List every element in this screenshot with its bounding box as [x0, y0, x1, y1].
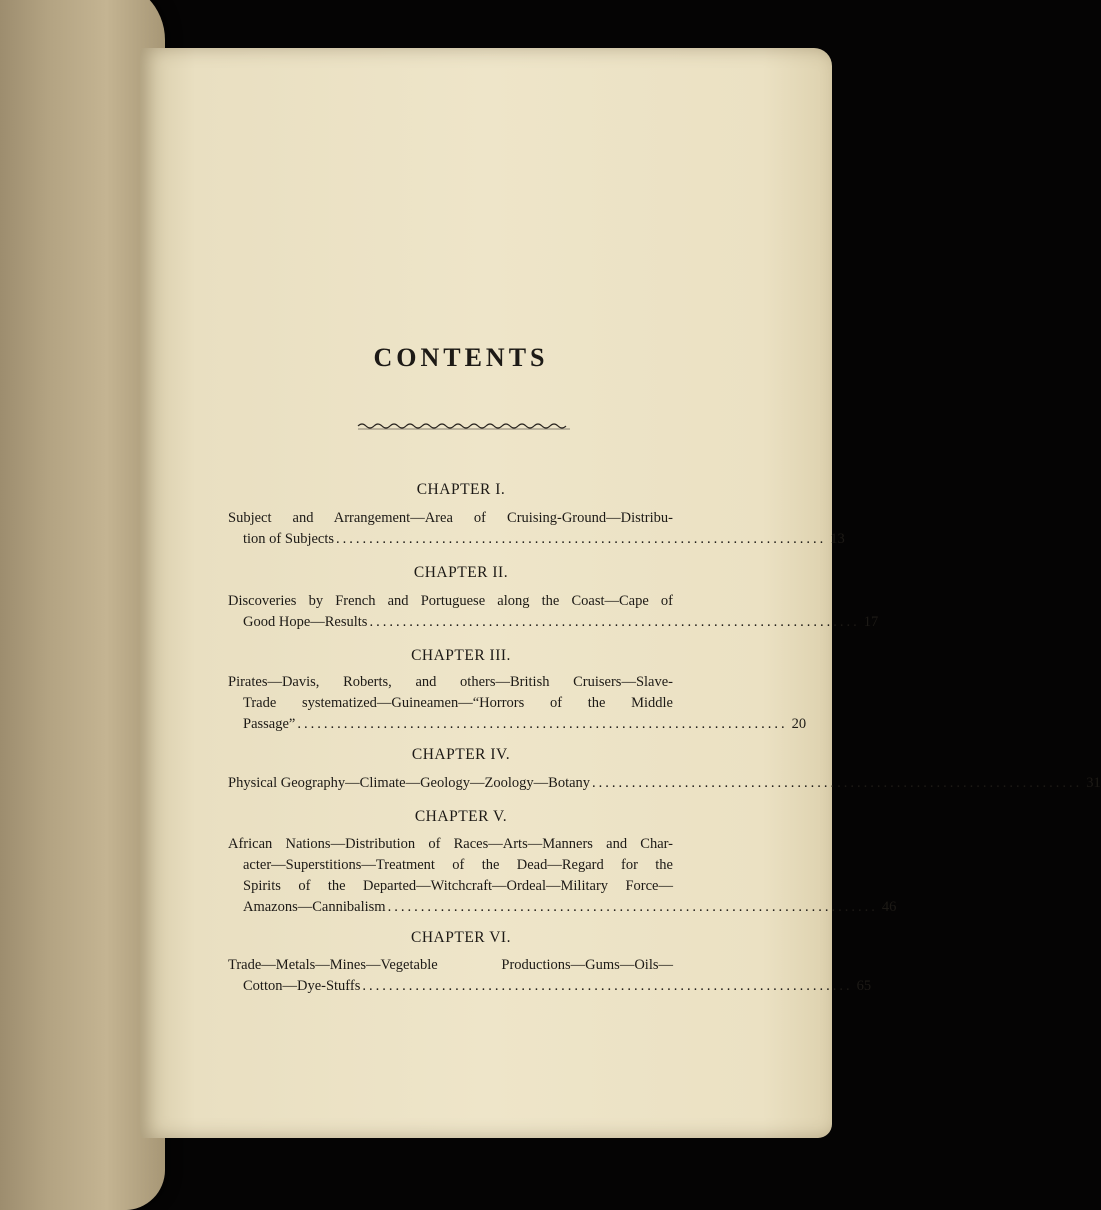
entry-line: Subject and Arrangement—Area of Cruising-Ground—Distribu-: [228, 510, 673, 526]
leader-dots: ..........................................................................: [362, 978, 853, 994]
entry-last-line: [228, 897, 897, 918]
chapter-entry: [228, 773, 1101, 794]
contents-heading: CONTENTS: [373, 343, 549, 372]
leader-dots: ..........................................................................: [297, 716, 788, 732]
decorative-rule: [358, 420, 570, 432]
entry-last-line: [228, 612, 879, 633]
entry-line: Discoveries by French and Portuguese along the Coast—Cape of: [228, 593, 673, 609]
page-number: 65: [856, 978, 872, 994]
page-number: 17: [863, 614, 879, 630]
leader-dots: ..........................................................................: [369, 614, 860, 630]
entry-line: Trade systematized—Guineamen—“Horrors of the Middle: [243, 695, 673, 711]
page-number: 31: [1086, 775, 1101, 791]
entry-last-line: [228, 976, 872, 997]
chapter-entry: [228, 955, 872, 997]
chapter-entry: [228, 591, 879, 633]
entry-last-line: [228, 529, 845, 550]
entry-line: acter—Superstitions—Treatment of the Dead—Regard for the: [243, 857, 673, 873]
leader-dots: ..........................................................................: [387, 899, 878, 915]
entry-line: Pirates—Davis, Roberts, and others—British Cruisers—Slave-: [228, 674, 673, 690]
chapter-heading: CHAPTER III.: [411, 647, 511, 664]
entry-line: Trade—Metals—Mines—Vegetable Productions—Gums—Oils—: [228, 957, 673, 973]
chapter-heading: CHAPTER II.: [413, 564, 509, 581]
leader-dots: ..........................................................................: [336, 531, 827, 547]
chapter-heading: CHAPTER I.: [416, 481, 506, 498]
page-number: 46: [881, 899, 897, 915]
entry-text: Passage”: [243, 716, 296, 732]
entry-last-line: [228, 773, 1101, 794]
chapter-entry: [228, 672, 807, 735]
chapter-heading: CHAPTER VI.: [411, 929, 511, 946]
entry-text: Physical Geography—Climate—Geology—Zoology—Botany: [228, 775, 591, 791]
entry-text: Cotton—Dye-Stuffs: [243, 978, 361, 994]
page-number: 20: [791, 716, 807, 732]
entry-text: Amazons—Cannibalism: [243, 899, 386, 915]
chapter-entry: [228, 508, 845, 550]
entry-text: tion of Subjects: [243, 531, 335, 547]
chapter-heading: CHAPTER V.: [414, 808, 508, 825]
entry-text: Good Hope—Results: [243, 614, 368, 630]
chapter-entry: [228, 834, 897, 918]
leader-dots: ..........................................................................: [592, 775, 1083, 791]
entry-last-line: [228, 714, 807, 735]
page-number: 13: [830, 531, 845, 547]
chapter-heading: CHAPTER IV.: [411, 746, 511, 763]
entry-line: Spirits of the Departed—Witchcraft—Ordeal—Military Force—: [243, 878, 673, 894]
entry-line: African Nations—Distribution of Races—Arts—Manners and Char-: [228, 836, 673, 852]
